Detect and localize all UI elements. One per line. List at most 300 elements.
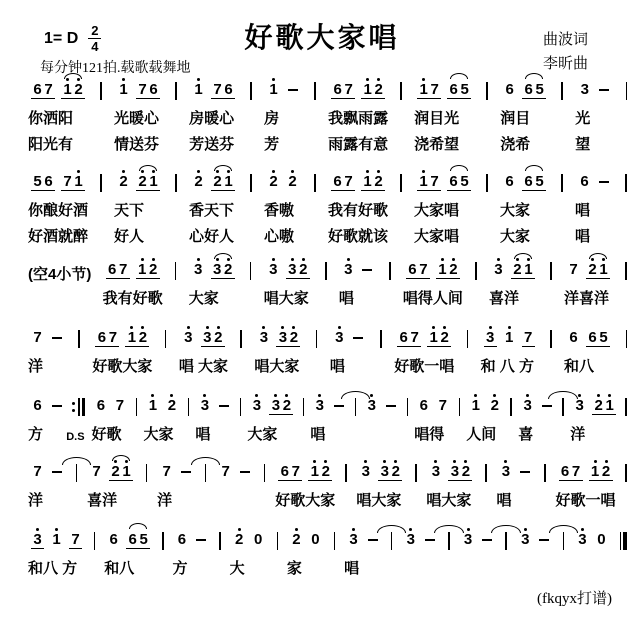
note-digit: 1 <box>590 460 601 480</box>
lyric-text <box>573 561 611 576</box>
notes-row <box>575 170 613 194</box>
page-title: 好歌大家唱 <box>244 22 400 53</box>
measure <box>172 528 210 576</box>
dash-note <box>598 78 609 91</box>
measure <box>394 326 454 374</box>
note-group <box>511 258 535 279</box>
barline <box>562 394 564 416</box>
note-digit: 1 <box>268 78 279 98</box>
note-group <box>267 258 280 278</box>
note-group <box>109 460 133 481</box>
dash-note <box>51 460 62 473</box>
note-group <box>447 78 471 99</box>
note-group <box>107 528 120 548</box>
lyric-text: 唱 大家 <box>178 358 228 375</box>
note-group <box>269 394 293 415</box>
lyric-text: 心好人 <box>189 228 235 245</box>
note-digit: 6 <box>280 463 289 480</box>
barline <box>316 326 318 348</box>
note-digit: 2 <box>489 394 500 414</box>
lyric-text: 好歌大家 <box>275 492 336 509</box>
note-digit: 3 <box>430 460 441 480</box>
note-digit: 3 <box>270 394 281 414</box>
measure <box>216 460 254 508</box>
lyric-text: 好歌 <box>91 426 122 443</box>
note-digit: 2 <box>291 528 302 548</box>
note-digit: 7 <box>33 463 42 480</box>
notes-row <box>328 78 388 102</box>
measure <box>414 170 474 244</box>
note-group <box>125 326 149 347</box>
lyric-text: 浇希望 <box>414 136 460 153</box>
note-digit: 3 <box>463 528 474 548</box>
note-digit: 6 <box>569 329 578 346</box>
note-digit: 6 <box>44 173 53 190</box>
barline <box>505 528 507 550</box>
measure <box>195 394 233 442</box>
tie-arc <box>491 525 521 533</box>
lyric-text: 唱得 <box>414 426 445 443</box>
lyric-text: 好歌大家 <box>92 358 153 375</box>
lyric-text: 好人 <box>114 228 145 245</box>
barline <box>250 258 252 280</box>
lyric-text: 情送芬 <box>114 136 160 153</box>
note-group <box>559 460 583 481</box>
note-digit: 3 <box>212 258 223 278</box>
notes-row <box>28 528 85 552</box>
measure <box>564 258 613 306</box>
barline <box>325 258 327 280</box>
note-digit: 6 <box>224 81 233 98</box>
barline <box>407 394 409 416</box>
notes-row <box>330 326 368 350</box>
note-group <box>573 394 586 414</box>
measure <box>28 170 88 244</box>
lyric-text: 人间 <box>466 426 497 443</box>
note-digit: 5 <box>460 81 469 98</box>
note-group <box>488 394 501 414</box>
note-group <box>436 394 449 414</box>
note-group <box>106 258 130 279</box>
lyric-text: 好歌一唱 <box>555 492 616 509</box>
notes-row <box>339 258 377 282</box>
notes-row <box>264 170 302 194</box>
dash-note <box>287 78 298 91</box>
duration-dash <box>599 89 609 91</box>
note-group <box>361 78 385 99</box>
note-group <box>286 78 299 91</box>
note-digit: 1 <box>362 170 373 190</box>
note-group <box>404 528 417 548</box>
dash-note <box>180 460 191 473</box>
note-digit: 6 <box>333 173 342 190</box>
lyric-text: 香天下 <box>189 202 235 219</box>
note-digit: 3 <box>314 394 325 414</box>
lyric-text: 我有好歌 <box>102 290 163 307</box>
note-digit: 7 <box>523 329 533 346</box>
lyric-text <box>362 427 400 442</box>
note-group <box>50 460 63 473</box>
measure <box>330 326 368 374</box>
repeat-end-barline <box>66 394 85 443</box>
lyric-text: 和八 方 <box>28 560 78 577</box>
note-group <box>397 326 421 347</box>
barline <box>100 170 102 192</box>
notes-row <box>264 78 302 102</box>
measure <box>356 460 405 508</box>
barline <box>380 326 382 348</box>
note-group <box>61 170 85 191</box>
tie-arc <box>62 457 92 465</box>
barline <box>400 78 402 100</box>
note-group <box>113 394 126 414</box>
note-group <box>578 78 591 98</box>
barline <box>563 528 565 550</box>
note-group <box>211 258 235 279</box>
notes-row <box>328 170 388 194</box>
barline <box>100 78 102 100</box>
note-group <box>217 394 230 407</box>
note-digit: 5 <box>535 81 544 98</box>
note-group <box>219 460 232 480</box>
note-digit: 5 <box>535 173 544 190</box>
note-digit: 6 <box>149 81 158 98</box>
note-group <box>50 528 63 548</box>
note-digit: 6 <box>107 261 117 278</box>
note-group <box>313 394 326 414</box>
notes-row <box>564 258 613 282</box>
note-digit: 7 <box>221 463 230 480</box>
duration-dash <box>386 405 396 407</box>
barline <box>625 170 627 192</box>
note-group <box>331 170 355 191</box>
barline <box>467 326 469 348</box>
notes-row <box>275 460 335 484</box>
notes-row <box>426 460 475 484</box>
note-digit: 2 <box>212 170 223 190</box>
notes-row <box>28 460 66 484</box>
note-group <box>429 460 442 480</box>
measure <box>230 528 268 576</box>
lyric-text: 芳送芬 <box>189 136 235 153</box>
ds-marker: D.S <box>66 431 85 443</box>
barline <box>550 258 552 280</box>
note-digit: 5 <box>599 329 608 346</box>
notes-row <box>179 326 228 350</box>
note-group <box>503 326 516 346</box>
barline <box>175 258 177 280</box>
note-digit: 1 <box>309 460 320 480</box>
note-group <box>595 528 608 548</box>
note-group <box>278 460 302 481</box>
tie-arc <box>191 457 221 465</box>
tempo-marking: 每分钟121拍.载歌载舞地 <box>40 61 191 76</box>
measure <box>328 78 388 152</box>
note-group <box>417 394 430 414</box>
note-group <box>31 326 44 346</box>
note-digit: 6 <box>505 173 514 190</box>
note-group <box>94 394 107 414</box>
note-digit: 1 <box>604 394 615 414</box>
note-group <box>211 170 235 191</box>
lyric-text: 房暖心 <box>189 110 235 127</box>
note-digit: 2 <box>137 170 148 190</box>
note-digit: 6 <box>449 173 458 190</box>
measure <box>264 258 313 306</box>
lyric-text: 阳光有 <box>28 136 74 153</box>
measure <box>264 170 302 244</box>
note-group <box>250 394 263 414</box>
note-group <box>257 326 270 346</box>
lyric-text: 润目光 <box>414 110 460 127</box>
dash-note <box>218 394 229 407</box>
note-digit: 3 <box>500 460 511 480</box>
measure <box>403 258 463 306</box>
note-digit: 6 <box>419 397 428 414</box>
note-digit: 3 <box>520 528 531 548</box>
dash-note <box>367 528 378 541</box>
dash-note <box>385 394 396 407</box>
measure <box>489 258 538 306</box>
note-group <box>417 170 441 191</box>
measure <box>575 78 613 152</box>
slur-arc <box>589 253 607 259</box>
barline <box>165 326 167 348</box>
lyric-text: 洋 <box>28 492 44 509</box>
duration-dash <box>542 405 552 407</box>
note-group <box>361 258 374 271</box>
note-digit: 2 <box>593 394 604 414</box>
measure <box>310 394 348 442</box>
measure <box>28 394 66 442</box>
notes-row <box>104 528 153 552</box>
note-digit: 7 <box>344 173 353 190</box>
note-digit: 7 <box>430 173 439 190</box>
note-digit: 6 <box>524 81 533 98</box>
measure <box>28 326 66 374</box>
lyric-text <box>216 493 254 508</box>
barline <box>550 326 552 348</box>
note-group <box>146 394 159 414</box>
note-digit: 6 <box>408 261 417 278</box>
note-digit: 7 <box>430 81 439 98</box>
notes-row <box>414 394 452 418</box>
note-digit: 7 <box>438 397 447 414</box>
duration-dash <box>288 89 298 91</box>
note-digit: 3 <box>348 528 359 548</box>
notes-row <box>28 394 66 418</box>
note-digit: 3 <box>449 460 460 480</box>
measure <box>254 326 303 374</box>
barline <box>400 170 402 192</box>
note-group <box>201 326 225 347</box>
note-group <box>50 394 63 407</box>
note-group <box>586 258 610 279</box>
lyric-text: 光 <box>575 110 591 127</box>
note-group <box>165 394 178 414</box>
note-group <box>192 258 205 278</box>
note-group <box>136 170 160 191</box>
barline <box>561 170 563 192</box>
note-digit: 7 <box>213 81 222 98</box>
measure <box>516 528 554 576</box>
notes-row <box>189 78 238 102</box>
barline <box>240 394 242 416</box>
notes-row <box>114 170 163 194</box>
measure <box>570 394 619 442</box>
notes-row <box>496 460 534 484</box>
measure <box>114 170 163 244</box>
lyric-text: 唱大家 <box>356 492 402 509</box>
measure <box>414 394 452 442</box>
barline <box>175 170 177 192</box>
note-digit: 3 <box>287 258 298 278</box>
note-digit: 7 <box>569 261 578 278</box>
notes-row <box>556 460 616 484</box>
note-digit: 7 <box>115 397 125 414</box>
note-digit: 3 <box>199 394 210 414</box>
note-digit: 6 <box>333 81 342 98</box>
note-digit: 1 <box>223 170 234 190</box>
note-digit: 7 <box>138 81 147 98</box>
notes-row <box>195 394 233 418</box>
note-digit: 2 <box>320 460 331 480</box>
barline <box>625 258 627 280</box>
note-group <box>417 78 441 99</box>
notes-row <box>157 460 195 484</box>
note-digit: 3 <box>366 394 377 414</box>
note-digit: 6 <box>177 531 187 548</box>
note-digit: 1 <box>504 326 515 346</box>
notes-row <box>264 258 313 282</box>
note-digit: 2 <box>166 394 177 414</box>
note-digit: 3 <box>522 394 533 414</box>
lyric-text: 香嗷 <box>264 202 295 219</box>
note-digit: 2 <box>587 258 598 278</box>
note-group <box>90 460 103 480</box>
notes-row <box>91 394 129 418</box>
lyric-text: 唱大家 <box>263 290 309 307</box>
note-digit: 3 <box>183 326 194 346</box>
notes-row <box>28 326 66 350</box>
note-digit: 7 <box>571 463 581 480</box>
barline <box>303 394 305 416</box>
note-digit: 3 <box>202 326 213 346</box>
slur-arc <box>112 455 130 461</box>
note-group <box>576 528 589 548</box>
slur-arc <box>129 523 147 529</box>
note-digit: 2 <box>137 326 148 346</box>
note-digit: 3 <box>379 460 390 480</box>
music-line <box>28 258 628 306</box>
note-group <box>276 326 300 347</box>
lyric-text: 芳 <box>264 136 280 153</box>
duration-dash <box>52 405 62 407</box>
lyric-text: 你洒阳 <box>28 110 74 127</box>
note-group <box>31 528 44 549</box>
measure <box>247 394 296 442</box>
note-digit: 5 <box>139 531 148 548</box>
music-line <box>28 394 628 442</box>
barline <box>219 528 221 550</box>
barline <box>277 528 279 550</box>
note-group <box>238 460 251 473</box>
notes-row <box>403 258 463 282</box>
lyric-text: 方 <box>28 426 44 443</box>
note-digit: 7 <box>63 173 72 190</box>
lyric-text: 唱 <box>310 426 326 443</box>
note-group <box>521 394 534 414</box>
notes-row <box>362 394 400 418</box>
note-group <box>384 394 397 407</box>
lyric-text: 大家 <box>500 202 531 219</box>
measure <box>344 528 382 576</box>
note-digit: 3 <box>277 326 288 346</box>
note-group <box>567 326 580 346</box>
notes-row <box>489 258 538 282</box>
barline <box>94 528 96 550</box>
notes-row <box>394 326 454 350</box>
note-digit: 1 <box>121 460 132 480</box>
note-group <box>61 78 85 99</box>
lyric-text: 好歌就该 <box>328 228 389 245</box>
slur-arc <box>214 253 232 259</box>
slur-arc <box>514 253 532 259</box>
duration-dash <box>599 181 609 183</box>
notes-row <box>189 170 238 194</box>
note-digit: 1 <box>118 78 129 98</box>
dash-note <box>239 460 250 473</box>
barline <box>250 170 252 192</box>
barline <box>475 258 477 280</box>
lyric-text: 唱大家 <box>426 492 472 509</box>
measure <box>339 258 377 306</box>
note-group <box>31 78 55 99</box>
rest-note: 0 <box>253 531 263 548</box>
note-digit: 1 <box>523 258 534 278</box>
note-group <box>492 258 505 278</box>
notes-row <box>570 394 619 418</box>
lyric-text: 大家 <box>143 426 174 443</box>
note-group <box>333 326 346 346</box>
note-group <box>589 460 613 481</box>
barline <box>250 78 252 100</box>
measure <box>91 394 129 442</box>
note-digit: 2 <box>118 170 129 190</box>
measure <box>426 460 475 508</box>
lyric-text: 方 <box>172 560 188 577</box>
lyric-text: 唱大家 <box>254 358 300 375</box>
barline <box>314 78 316 100</box>
note-group <box>194 528 207 541</box>
duration-dash <box>353 337 363 339</box>
note-group <box>522 170 546 191</box>
barline <box>205 460 207 482</box>
note-digit: 2 <box>234 528 245 548</box>
lyric-text: 唱 <box>338 290 354 307</box>
tie-arc <box>434 525 464 533</box>
barline <box>76 460 78 482</box>
note-digit: 2 <box>373 170 384 190</box>
slur-arc <box>139 165 157 171</box>
notes-row <box>87 460 136 484</box>
note-digit: 3 <box>485 326 496 346</box>
barline <box>345 460 347 482</box>
measure <box>143 394 181 442</box>
final-barline <box>620 528 627 550</box>
notes-row <box>356 460 405 484</box>
note-digit: 6 <box>580 173 589 190</box>
